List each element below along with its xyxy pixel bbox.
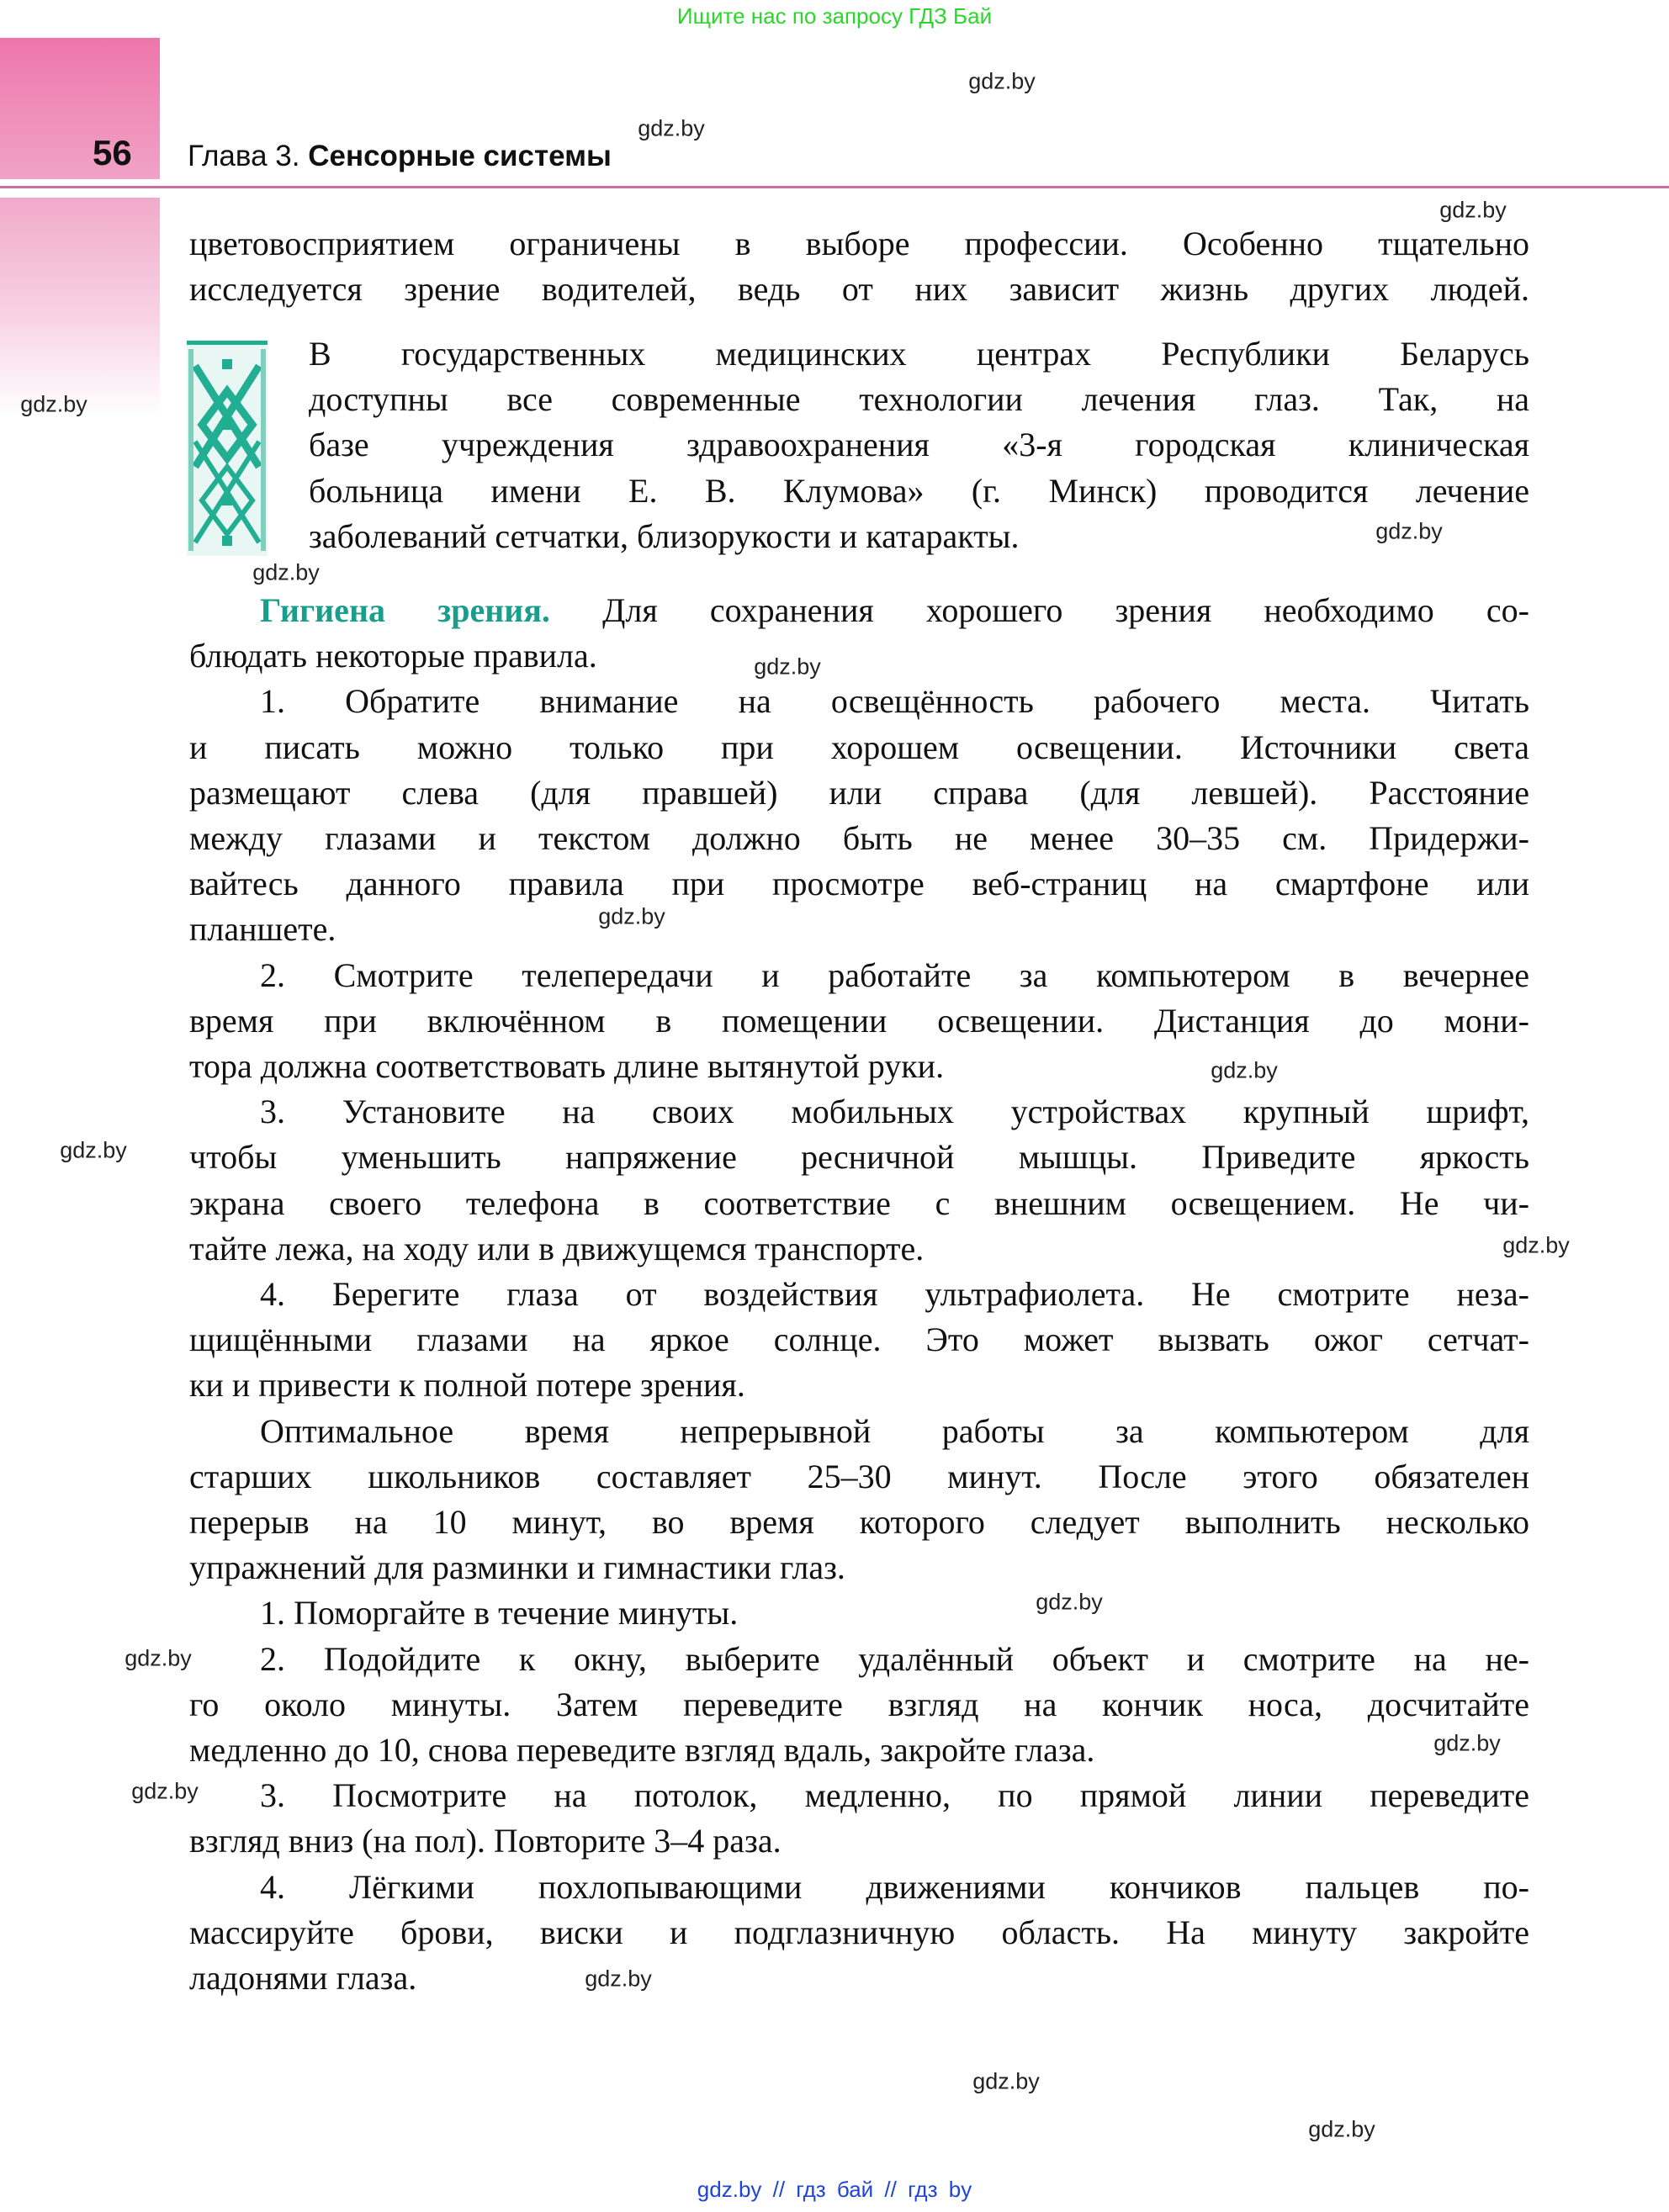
line-text: тора должна соответствовать длине вытянутой руки. <box>189 1047 945 1085</box>
text-line <box>189 1363 1529 1408</box>
text-line <box>309 422 1529 468</box>
text-line <box>189 1317 1529 1363</box>
text-line <box>189 907 1529 952</box>
text-line <box>189 1818 1529 1864</box>
line-text: время при включённом в помещении освещении. Дистанция до мони- <box>189 1001 1529 1040</box>
text-line <box>189 861 1529 907</box>
watermark: gdz.by <box>754 654 821 680</box>
watermark: gdz.by <box>1439 197 1507 223</box>
line-text: 2. Подойдите к окну, выберите удалённый объект и смотрите на не- <box>260 1639 1529 1678</box>
text-line <box>309 468 1529 514</box>
text-line <box>189 1135 1529 1180</box>
text-line <box>189 1454 1529 1500</box>
watermark: gdz.by <box>1433 1730 1501 1756</box>
page-number: 56 <box>93 133 132 172</box>
watermark: gdz.by <box>1375 518 1443 544</box>
line-text: 2. Смотрите телепередачи и работайте за компьютером в вечернее <box>260 955 1529 994</box>
text-line <box>189 998 1529 1044</box>
line-text: экрана своего телефона в соответствие с внешним освещением. Не чи- <box>189 1183 1529 1222</box>
chapter-header <box>188 140 612 173</box>
text-line <box>260 1865 1529 1910</box>
watermark: gdz.by <box>598 903 665 929</box>
text-line <box>189 221 1529 267</box>
line-text: планшете. <box>189 910 336 949</box>
watermark: gdz.by <box>125 1645 192 1671</box>
footer-links: gdz.by // гдз бай // гдз by <box>697 2177 972 2202</box>
text-line <box>189 816 1529 861</box>
line-text: и писать можно только при хорошем освещении. Источники света <box>189 728 1529 766</box>
text-line <box>189 267 1529 312</box>
text-line <box>189 1910 1529 1955</box>
text-line <box>189 1044 1529 1089</box>
text-line <box>260 1773 1529 1818</box>
line-text: тайте лежа, на ходу или в движущемся транспорте. <box>189 1229 925 1267</box>
text-line <box>260 1272 1529 1317</box>
search-hint-banner: Ищите нас по запросу ГДЗ Бай <box>676 3 993 29</box>
text-line <box>260 679 1529 724</box>
line-text: чтобы уменьшить напряжение ресничной мышцы. Приведите яркость <box>189 1138 1529 1177</box>
line-text: блюдать некоторые правила. <box>189 637 597 675</box>
watermark: gdz.by <box>968 68 1036 94</box>
line-text: перерыв на 10 минут, во время которого следует выполнить несколько <box>189 1503 1529 1541</box>
text-line <box>189 1545 1529 1590</box>
text-line <box>260 1637 1529 1682</box>
line-text: 1. Поморгайте в течение минуты. <box>260 1594 739 1633</box>
margin-gradient <box>0 198 160 416</box>
line-text: 1. Обратите внимание на освещённость рабочего места. Читать <box>260 682 1529 721</box>
line-text: 3. Посмотрите на потолок, медленно, по прямой линии переведите <box>260 1776 1529 1815</box>
line-text: вайтесь данного правила при просмотре веб-страниц на смартфоне или <box>189 865 1529 903</box>
belarusian-ornament-icon <box>187 341 268 556</box>
line-text: 4. Лёгкими похлопывающими движениями кончиков пальцев по- <box>260 1867 1529 1906</box>
line-text: Для сохранения хорошего зрения необходимо со- <box>549 591 1529 629</box>
watermark: gdz.by <box>131 1778 199 1804</box>
header-divider <box>0 186 1669 188</box>
line-text: размещают слева (для правшей) или справа (для левшей). Расстояние <box>189 773 1529 812</box>
watermark: gdz.by <box>1308 2116 1375 2142</box>
text-line <box>309 377 1529 422</box>
text-line <box>189 770 1529 816</box>
line-text: массируйте брови, виски и подглазничную область. На минуту закройте <box>189 1913 1529 1951</box>
line-text: исследуется зрение водителей, ведь от них зависит жизнь других людей. <box>189 270 1529 309</box>
text-line <box>189 725 1529 770</box>
line-text: 3. Установите на своих мобильных устройствах крупный шрифт, <box>260 1093 1529 1131</box>
text-line <box>189 1682 1529 1728</box>
line-text: взгляд вниз (на пол). Повторите 3–4 раза. <box>189 1822 782 1860</box>
watermark: gdz.by <box>20 391 87 417</box>
text-line <box>260 953 1529 998</box>
line-text: упражнений для разминки и гимнастики глаз. <box>189 1548 845 1587</box>
text-line <box>309 514 1529 559</box>
text-line <box>189 1226 1529 1272</box>
line-text: доступны все современные технологии лечения глаз. Так, на <box>309 380 1529 419</box>
text-line <box>189 1181 1529 1226</box>
line-text: заболеваний сетчатки, близорукости и катаракты. <box>309 516 1020 555</box>
line-text: Оптимальное время непрерывной работы за компьютером для <box>260 1411 1529 1450</box>
line-text: базе учреждения здравоохранения «3-я городская клиническая <box>309 426 1529 464</box>
text-line <box>189 1955 1529 2001</box>
line-text: между глазами и текстом должно быть не менее 30–35 см. Придержи- <box>189 819 1529 857</box>
line-text: ки и привести к полной потере зрения. <box>189 1366 745 1405</box>
text-line <box>260 588 1529 633</box>
line-text: старших школьников составляет 25–30 минут. После этого обязателен <box>189 1457 1529 1495</box>
line-text: медленно до 10, снова переведите взгляд вдаль, закройте глаза. <box>189 1731 1095 1769</box>
watermark: gdz.by <box>60 1137 127 1163</box>
line-text: щищёнными глазами на яркое солнце. Это может вызвать ожог сетчат- <box>189 1320 1529 1359</box>
text-line <box>309 331 1529 377</box>
line-text: ладонями глаза. <box>189 1959 417 1997</box>
text-line <box>260 1590 1529 1636</box>
section-heading: Гигиена зрения. <box>260 591 550 629</box>
chapter-title: Сенсорные системы <box>308 140 612 172</box>
line-text: го около минуты. Затем переведите взгляд на кончик носа, досчитайте <box>189 1685 1529 1723</box>
line-text: цветовосприятием ограничены в выборе профессии. Особенно тщательно <box>189 225 1529 262</box>
text-line <box>260 1089 1529 1135</box>
text-line <box>189 633 1529 679</box>
watermark: gdz.by <box>585 1966 652 1992</box>
watermark: gdz.by <box>1036 1589 1103 1615</box>
watermark: gdz.by <box>1502 1232 1570 1258</box>
line-text: 4. Берегите глаза от воздействия ультрафиолета. Не смотрите неза- <box>260 1275 1529 1313</box>
text-line <box>260 1409 1529 1454</box>
line-text: В государственных медицинских центрах Республики Беларусь <box>309 335 1529 373</box>
watermark: gdz.by <box>638 115 705 141</box>
watermark: gdz.by <box>972 2068 1040 2094</box>
line-text: больница имени Е. В. Клумова» (г. Минск) проводится лечение <box>309 471 1529 510</box>
watermark: gdz.by <box>252 559 320 585</box>
text-line <box>189 1500 1529 1545</box>
page-number-tab <box>0 38 160 179</box>
text-line <box>189 1728 1529 1773</box>
chapter-prefix: Глава 3. <box>188 140 300 172</box>
watermark: gdz.by <box>1211 1057 1278 1083</box>
